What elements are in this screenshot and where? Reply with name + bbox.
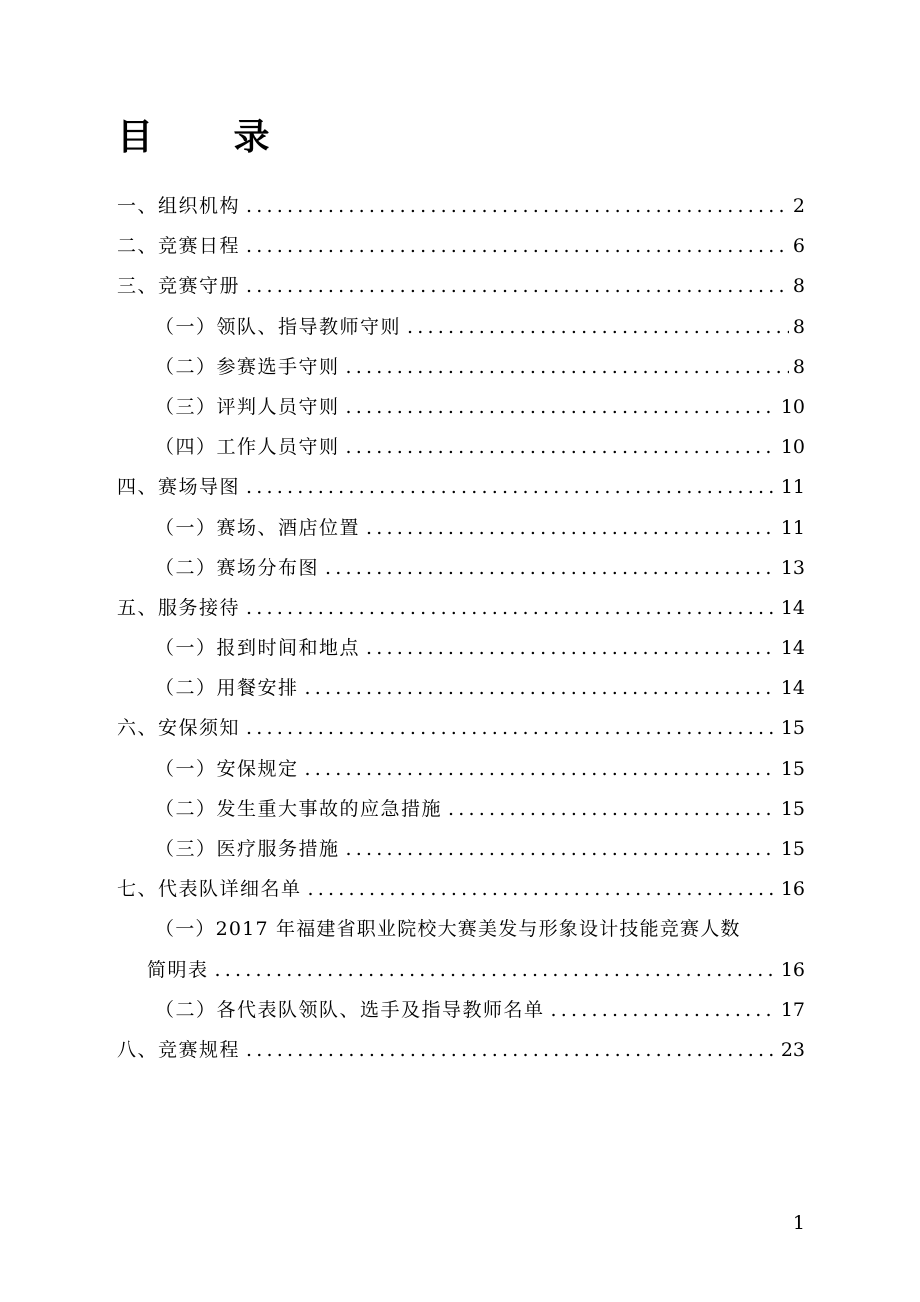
toc-entry-label: 一、组织机构 [117,195,241,217]
toc-entry-security[interactable] [117,708,805,748]
toc-leader-dots [551,990,777,1030]
toc-leader-dots [305,749,777,789]
toc-entry-label: 五、服务接待 [117,596,241,619]
table-of-contents [117,186,805,1070]
toc-leader-dots [305,668,777,708]
toc-entry-page: 8 [792,275,805,298]
toc-subentry-leader-rules[interactable] [117,307,805,347]
toc-entry-page: 14 [780,637,805,660]
toc-entry-page: 10 [780,436,805,459]
toc-entry-page: 11 [780,516,805,539]
toc-entry-label: （一）报到时间和地点 [155,637,361,660]
toc-entry-label: 三、竞赛守册 [117,275,241,298]
toc-leader-dots [246,467,777,507]
toc-entry-label: （二）赛场分布图 [155,556,320,579]
toc-entry-page: 6 [792,235,805,258]
toc-entry-label: 四、赛场导图 [117,476,241,499]
toc-subentry-judge-rules[interactable] [117,387,805,427]
toc-entry-label: （二）参赛选手守则 [155,355,340,378]
toc-entry-page: 11 [780,476,805,499]
toc-entry-page: 16 [780,958,805,981]
toc-leader-dots [246,588,777,628]
toc-leader-dots [246,226,789,266]
toc-subentry-medical-services[interactable] [117,829,805,869]
toc-leader-dots [246,266,789,306]
toc-subentry-participant-summary-cont[interactable] [117,950,805,990]
toc-subentry-registration[interactable] [117,628,805,668]
toc-entry-competition-rules[interactable] [117,1030,805,1070]
toc-subentry-staff-rules[interactable] [117,427,805,467]
toc-entry-label-line1: （一）2017 年福建省职业院校大赛美发与形象设计技能竞赛人数 [155,918,741,941]
toc-entry-label: （四）工作人员守则 [155,436,340,459]
toc-subentry-meals[interactable] [117,668,805,708]
toc-entry-page: 8 [792,315,805,338]
toc-entry-label: （一）领队、指导教师守则 [155,315,402,338]
toc-leader-dots [346,829,777,869]
toc-entry-page: 16 [780,878,805,901]
toc-leader-dots [325,548,777,588]
toc-leader-dots [366,628,777,668]
toc-entry-label: （一）赛场、酒店位置 [155,516,361,539]
page-title: 目 录 [117,116,304,158]
toc-entry-label: （二）发生重大事故的应急措施 [155,797,443,820]
toc-entry-page: 17 [780,998,805,1021]
toc-subentry-emergency-measures[interactable] [117,789,805,829]
toc-entry-label: （三）评判人员守则 [155,395,340,418]
toc-subentry-venue-hotel-location[interactable] [117,508,805,548]
toc-entry-handbook[interactable] [117,266,805,306]
toc-entry-team-roster[interactable] [117,869,805,909]
toc-entry-page: 14 [780,596,805,619]
toc-entry-label: 六、安保须知 [117,717,241,740]
toc-entry-page: 23 [780,1038,805,1061]
toc-entry-page: 2 [792,195,805,217]
toc-entry-page: 15 [780,757,805,780]
toc-entry-page: 14 [780,677,805,700]
toc-subentry-contestant-rules[interactable] [117,347,805,387]
toc-entry-label: （二）各代表队领队、选手及指导教师名单 [155,998,545,1021]
toc-entry-label: （三）医疗服务措施 [155,838,340,860]
toc-entry-label: 七、代表队详细名单 [117,878,302,901]
toc-leader-dots [215,950,777,990]
toc-entry-page: 13 [780,556,805,579]
toc-entry-label: （一）安保规定 [155,757,299,780]
toc-entry-page: 15 [780,838,805,860]
toc-leader-dots [308,869,777,909]
page-number: 1 [792,1212,805,1234]
toc-entry-page: 15 [780,797,805,820]
toc-entry-label-line2: 简明表 [147,958,209,981]
toc-leader-dots [246,1030,777,1070]
toc-leader-dots [346,347,789,387]
toc-entry-organization[interactable] [117,186,805,226]
toc-entry-page: 15 [780,717,805,740]
toc-leader-dots [346,387,777,427]
toc-entry-page: 10 [780,395,805,418]
toc-entry-label: 二、竞赛日程 [117,235,241,258]
toc-leader-dots [407,307,789,347]
toc-entry-label: （二）用餐安排 [155,677,299,700]
toc-leader-dots [246,708,777,748]
toc-leader-dots [346,427,777,467]
toc-leader-dots [366,508,777,548]
toc-subentry-security-rules[interactable] [117,749,805,789]
toc-entry-venue-map[interactable] [117,467,805,507]
toc-entry-page: 8 [792,355,805,378]
toc-subentry-participant-summary[interactable] [117,909,805,949]
toc-leader-dots [246,186,789,226]
toc-entry-reception[interactable] [117,588,805,628]
toc-subentry-team-list[interactable] [117,990,805,1030]
toc-leader-dots [448,789,777,829]
toc-subentry-venue-layout[interactable] [117,548,805,588]
toc-entry-schedule[interactable] [117,226,805,266]
toc-entry-label: 八、竞赛规程 [117,1038,241,1061]
